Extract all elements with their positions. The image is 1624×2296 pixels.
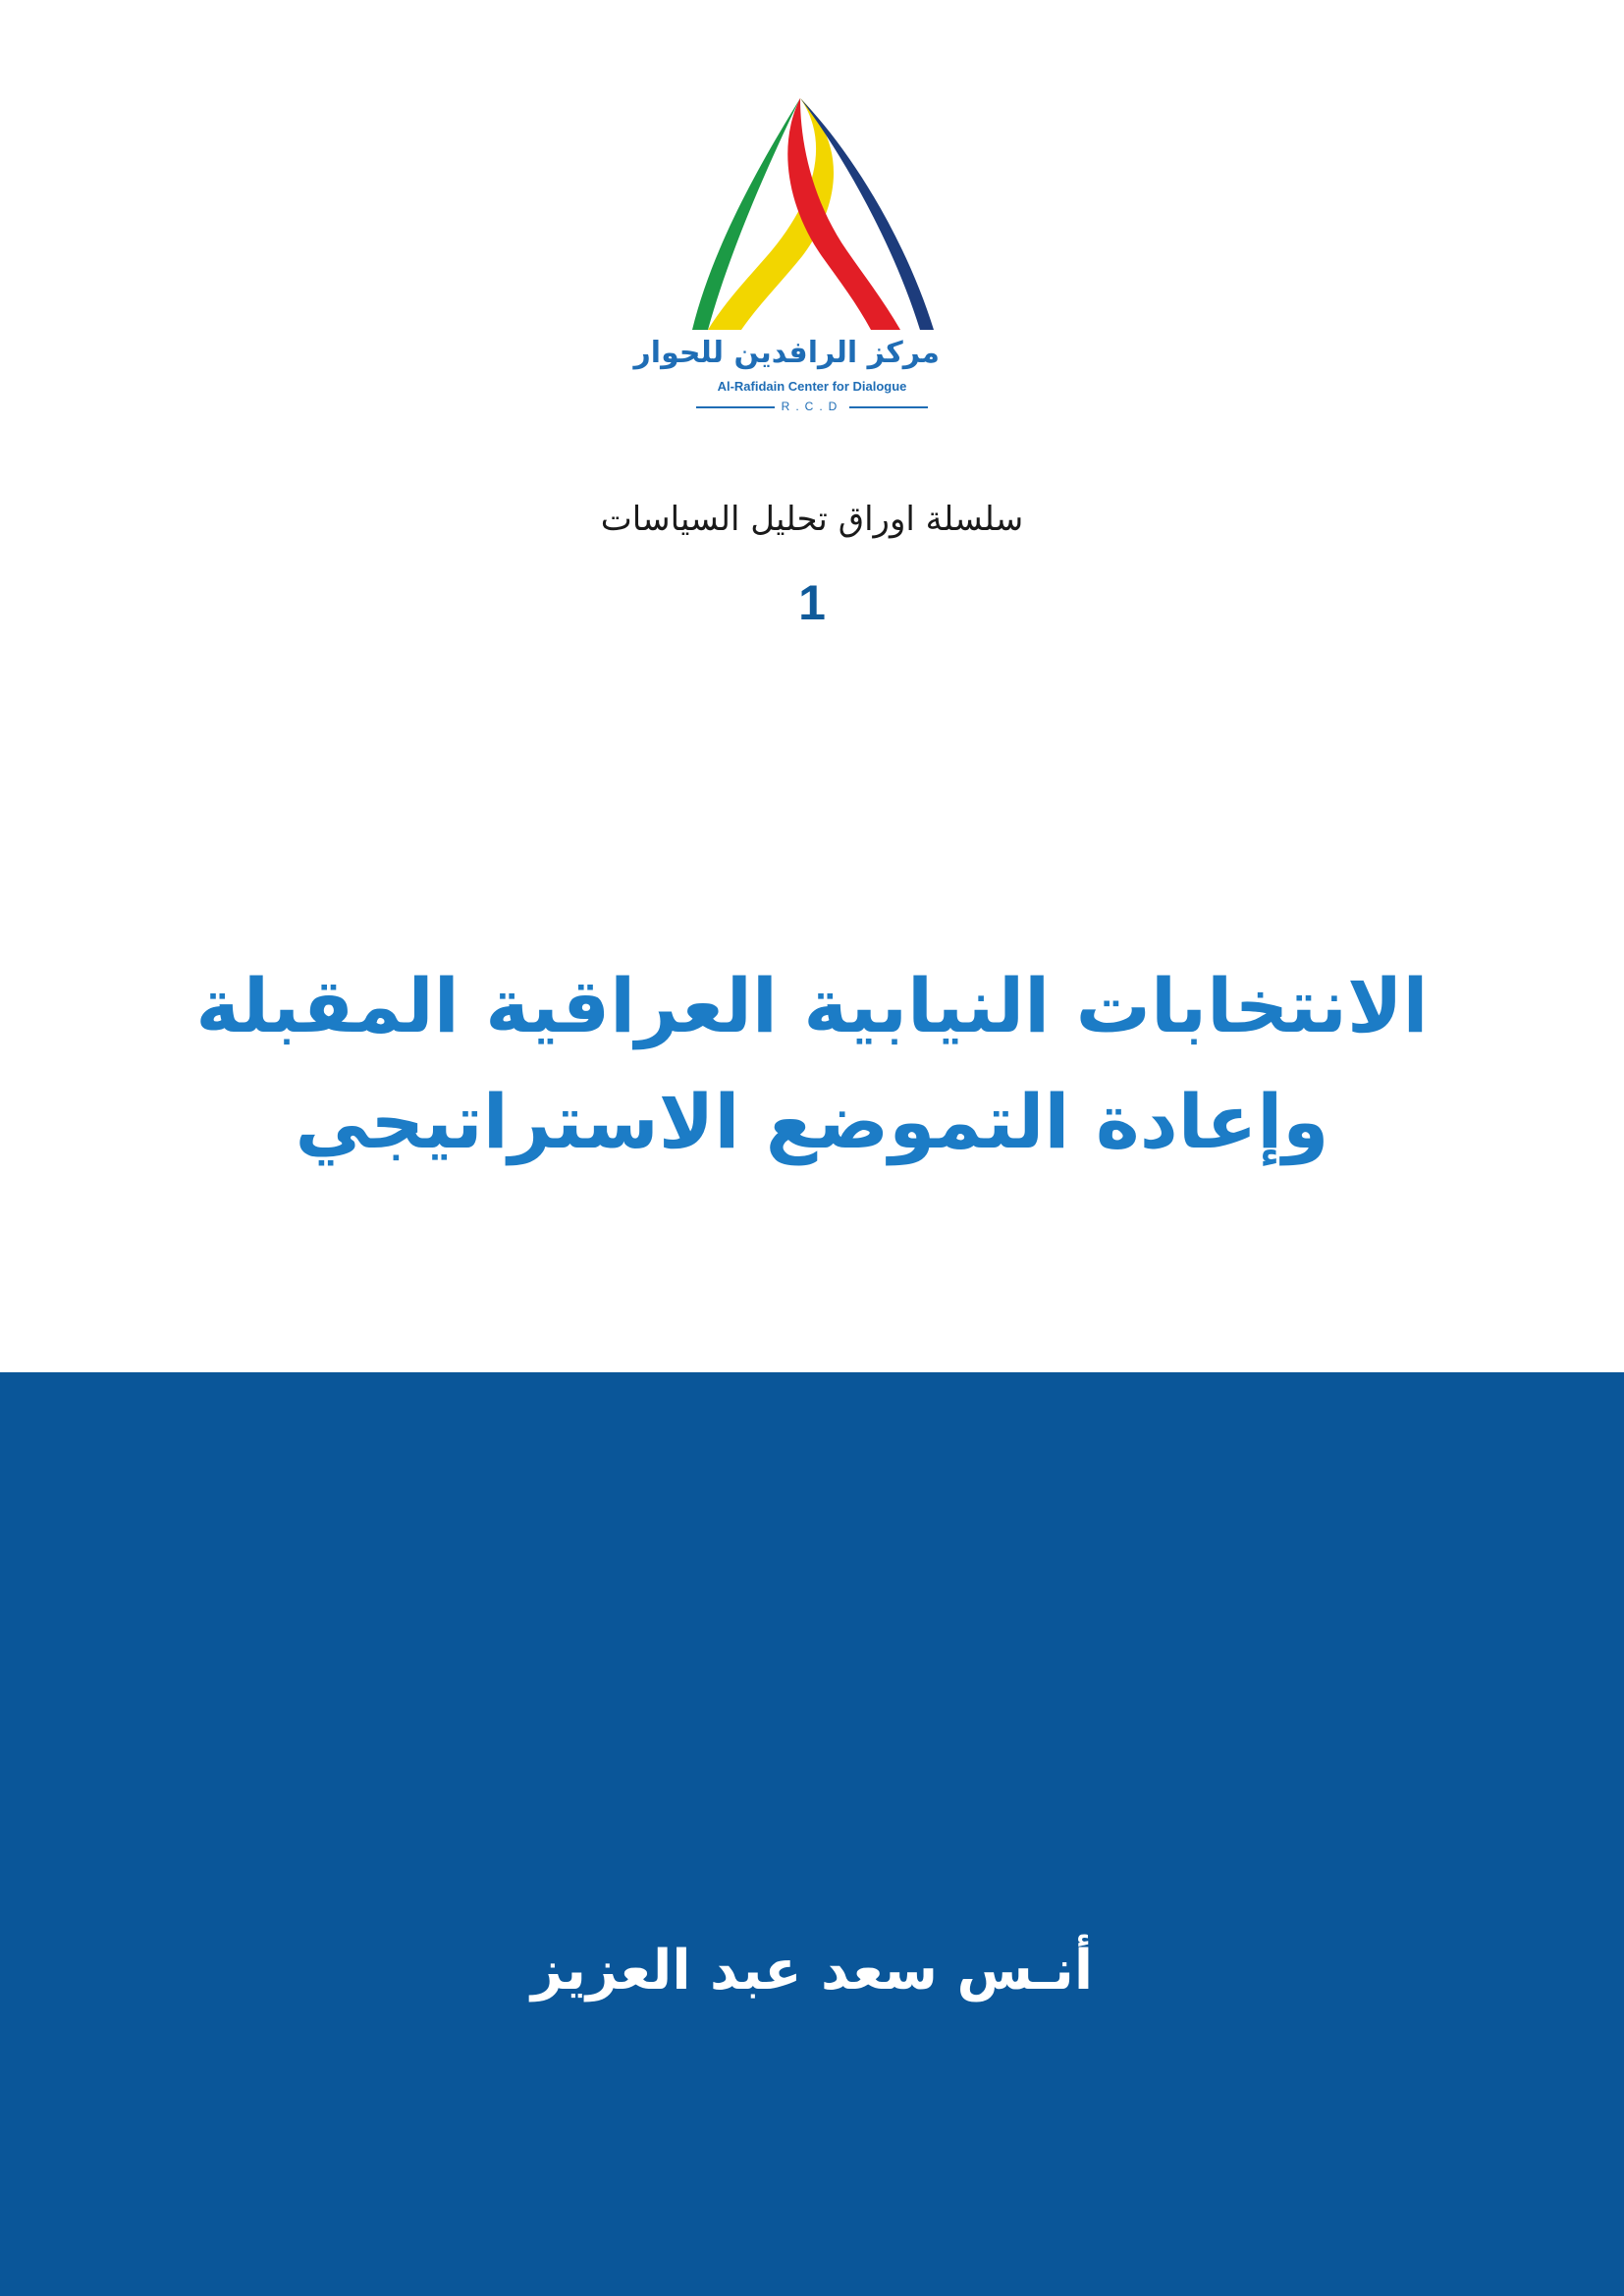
series-label: سلسلة اوراق تحليل السياسات xyxy=(600,500,1024,539)
logo-divider-right xyxy=(849,406,928,408)
title-line-2: وإعادة التموضع الاستراتيجي xyxy=(295,1078,1329,1165)
author-band xyxy=(0,1372,1624,2296)
document-title xyxy=(147,948,1477,1180)
logo-emblem-icon xyxy=(684,94,940,334)
author-name: أنـس سعد عبد العزيز xyxy=(530,1939,1094,2002)
logo-name-english: Al-Rafidain Center for Dialogue xyxy=(717,379,907,394)
center-logo xyxy=(633,94,940,422)
series-number: 1 xyxy=(798,575,826,630)
logo-abbreviation: R.C.D xyxy=(781,400,843,413)
logo-name-arabic: مركز الرافدين للحوار xyxy=(633,336,940,370)
title-line-1: الانتخابات النيابية العراقية المقبلة xyxy=(195,962,1429,1049)
